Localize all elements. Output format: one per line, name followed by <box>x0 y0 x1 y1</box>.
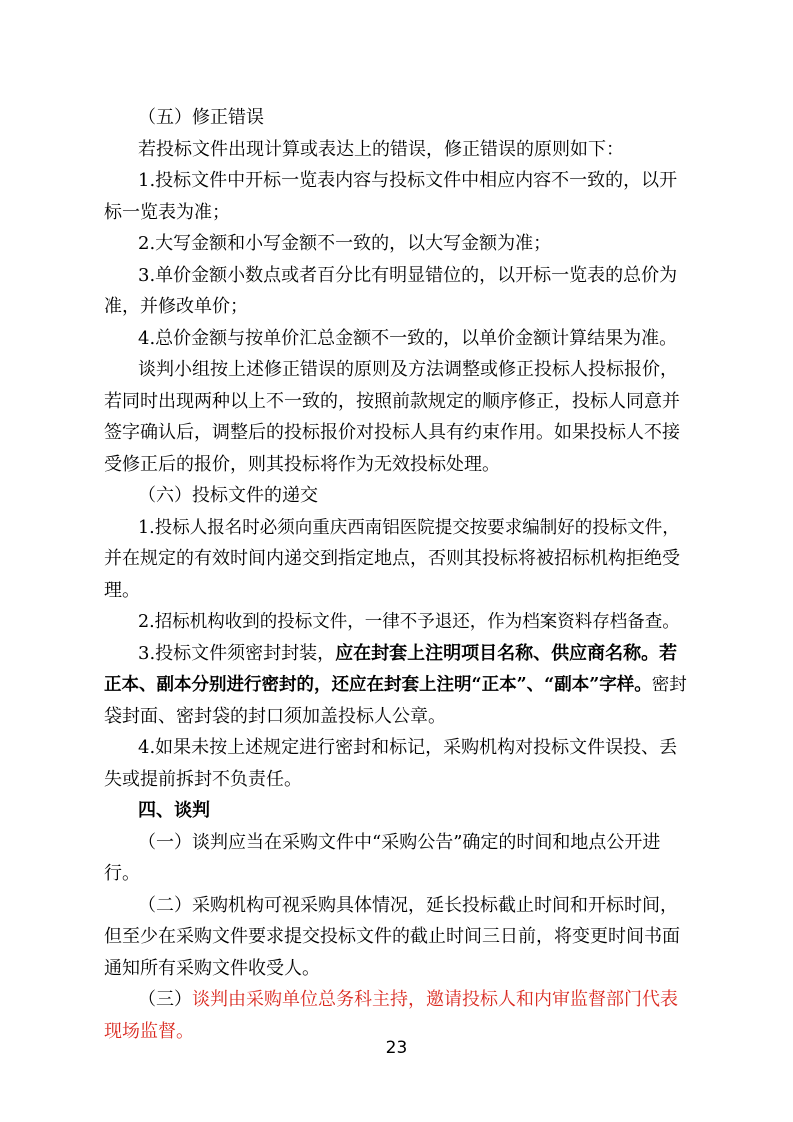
section6-item3-bold: 应在封套上注明项目名称、供应商名称。若 <box>335 643 678 664</box>
section6-item2: 2.招标机构收到的投标文件，一律不予退还，作为档案资料存档备查。 <box>138 612 680 632</box>
section5-item4: 4.总价金额与按单价汇总金额不一致的，以单价金额计算结果为准。 <box>138 328 678 349</box>
part4-p1-line2: 行。 <box>104 863 140 884</box>
section5-item1-line2: 标一览表为准； <box>104 202 230 223</box>
section5-paragraph-line1: 谈判小组按上述修正错误的原则及方法调整或修正投标人投标报价， <box>138 359 678 380</box>
section6-item3-plain-cont: 密封 <box>651 675 687 695</box>
part4-p2-line1: （二）采购机构可视采购具体情况，延长投标截止时间和开标时间， <box>138 895 678 916</box>
part4-p3-line1 <box>138 985 678 1015</box>
part4-p3-highlight: 谈判由采购单位总务科主持，邀请投标人和内审监督部门代表 <box>192 989 678 1010</box>
section-heading-6: （六）投标文件的递交 <box>138 485 318 506</box>
section6-item1-line3: 理。 <box>104 580 140 601</box>
section6-item1-line1: 1.投标人报名时必须向重庆西南铝医院提交按要求编制好的投标文件， <box>138 518 680 538</box>
section6-item4-line2: 失或提前拆封不负责任。 <box>104 769 302 790</box>
section6-item4-line1: 4.如果未按上述规定进行密封和标记，采购机构对投标文件误投、丢 <box>138 737 678 758</box>
section5-paragraph-line2: 若同时出现两种以上不一致的，按照前款规定的顺序修正，投标人同意并 <box>104 391 680 412</box>
section5-paragraph-line4: 受修正后的报价，则其投标将作为无效投标处理。 <box>104 454 500 475</box>
part4-heading: 四、谈判 <box>138 800 210 821</box>
section5-item2: 2.大写金额和小写金额不一致的，以大写金额为准； <box>138 233 552 254</box>
part4-p2-line2: 但至少在采购文件要求提交投标文件的截止时间三日前，将变更时间书面 <box>104 926 680 947</box>
section6-item3-line1 <box>138 639 677 669</box>
section-heading-5: （五）修正错误 <box>138 107 264 128</box>
part4-p3-label: （三） <box>138 989 192 1010</box>
section5-item3-line2: 准，并修改单价； <box>104 296 248 317</box>
section5-item1-line1: 1.投标文件中开标一览表内容与投标文件中相应内容不一致的，以开 <box>138 170 678 191</box>
section5-paragraph-line3: 签字确认后，调整后的投标报价对投标人具有约束作用。如果投标人不接 <box>104 422 680 443</box>
page-number: 23 <box>385 1038 408 1058</box>
part4-p1-line1: （一）谈判应当在采购文件中“采购公告”确定的时间和地点公开进 <box>138 832 661 853</box>
section6-item3-line3: 袋封面、密封袋的封口须加盖投标人公章。 <box>104 706 446 727</box>
section5-item3-line1: 3.单价金额小数点或者百分比有明显错位的，以开标一览表的总价为 <box>138 265 678 286</box>
section5-intro: 若投标文件出现计算或表达上的错误，修正错误的原则如下： <box>138 139 624 160</box>
part4-p2-line3: 通知所有采购文件收受人。 <box>104 958 320 979</box>
section6-item3-plain: 3.投标文件须密封封装， <box>138 643 336 664</box>
part4-p3-line2: 现场监督。 <box>104 1021 194 1042</box>
section6-item3-bold-cont: 正本、副本分别进行密封的，还应在封套上注明“正本”、“副本”字样。 <box>104 675 652 695</box>
section6-item3-line2 <box>104 670 687 700</box>
section6-item1-line2: 并在规定的有效时间内递交到指定地点，否则其投标将被招标机构拒绝受 <box>104 548 680 569</box>
